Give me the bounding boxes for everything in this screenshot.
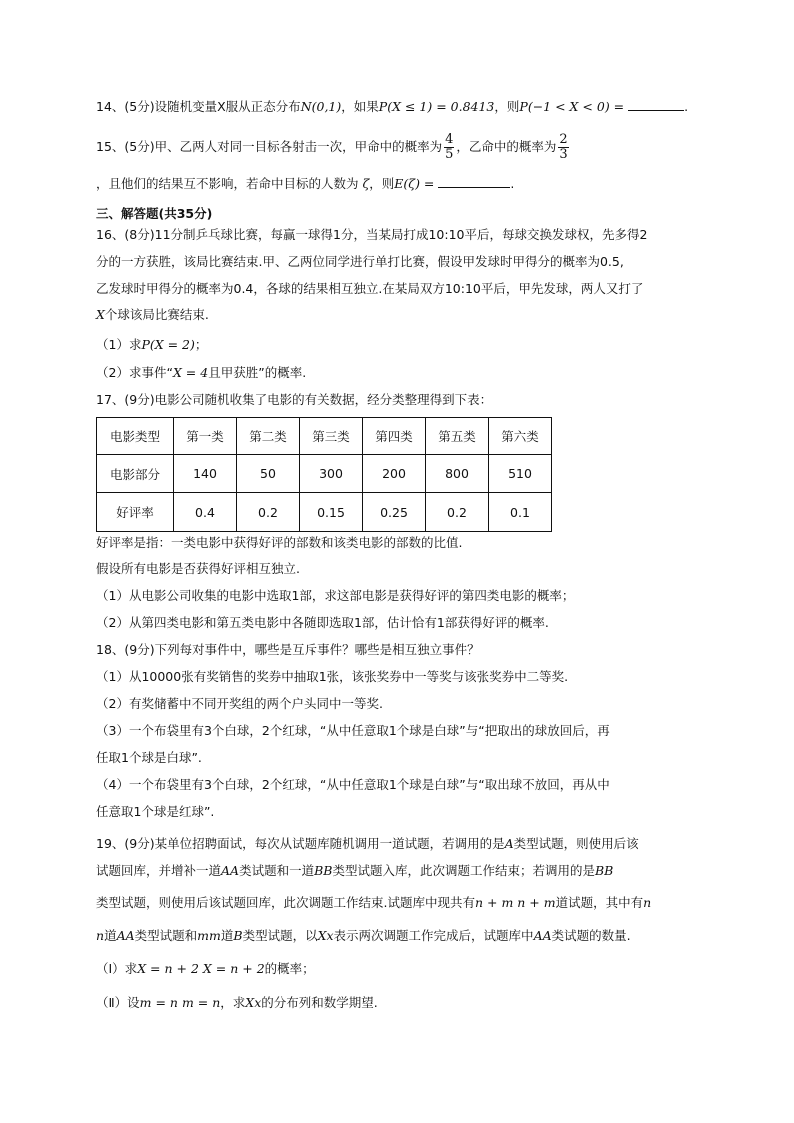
q14-end: . (684, 99, 689, 114)
q18-intro: 18、(9分)下列每对事件中，哪些是互斥事件？哪些是相互独立事件？ (96, 642, 480, 657)
q19-line-4 (96, 927, 631, 945)
q19-l4-text-f: 类试题的数量. (551, 928, 631, 943)
q16-line-1: 16、(8分)11分制乒乓球比赛，每赢一球得1分，当某局打成10:10平后，每球交换发球权，先多得2 (96, 227, 648, 242)
movie-data-table (96, 417, 552, 532)
q16-line-4-text: 个球该局比赛结束. (104, 307, 209, 322)
q15-answer-blank[interactable] (438, 175, 510, 188)
q19-l2-text-a: 试题回库，并增补一道 (96, 863, 222, 878)
q16-line-4 (96, 306, 209, 324)
table-row (97, 493, 552, 532)
q16-line-3: 乙发球时甲得分的概率为0.4，各球的结果相互独立.在某局双方10:10平后，甲先发球，两人又打了 (96, 281, 644, 296)
table-cell: 0.15 (300, 493, 363, 532)
q19-line-2 (96, 862, 613, 880)
q19-line-3 (96, 894, 651, 912)
q19-l2-text-b: 类试题和一道 (239, 863, 315, 878)
q19-sub-1-text-b: 的概率； (264, 961, 315, 976)
table-cell: 第六类 (489, 418, 552, 455)
table-cell: 200 (363, 455, 426, 493)
q19-l2-type-aa: AA (221, 863, 240, 878)
q16-variable-x: X (96, 307, 105, 322)
q18-sub-4-line-1: （4）一个布袋里有3个白球，2个红球，“从中任意取1个球是白球”与“取出球不放回，再从中 (96, 777, 610, 792)
q15-zeta: ζ (362, 176, 370, 191)
table-row (97, 455, 552, 493)
q19-sub-2 (96, 994, 378, 1012)
table-cell: 电影类型 (97, 418, 174, 455)
q19-l4-xx: Xx (317, 928, 334, 943)
q19-sub-2-text-c: 的分布列和数学期望. (261, 995, 378, 1010)
q15-middle: ，乙命中的概率为 (456, 139, 557, 154)
q15-line2-prefix: ，且他们的结果互不影响，若命中目标的人数为 (96, 176, 359, 191)
q19-l4-n: n (96, 928, 105, 943)
q19-l4-mm: mm (197, 928, 221, 943)
q19-l2-type-bb: BB (314, 863, 333, 878)
q16-line-2: 分的一方获胜，该局比赛结束.甲、乙两位同学进行单打比赛，假设甲发球时甲得分的概率为0.5, (96, 254, 624, 269)
q15-ask: E(ζ) = (394, 176, 435, 191)
q19-l4-type-aa-2: AA (533, 928, 552, 943)
q19-l4-type-b: B (233, 928, 243, 943)
q19-sub-1-text-a: （Ⅰ）求 (96, 961, 138, 976)
q15-then: ，则 (369, 176, 395, 191)
q19-sub-1 (96, 960, 315, 978)
q18-sub-3-line-2: 任取1个球是白球”. (96, 750, 202, 765)
q17-sub-1: （1）从电影公司收集的电影中选取1部，求这部电影是获得好评的第四类电影的概率； (96, 588, 575, 603)
table-cell: 800 (426, 455, 489, 493)
table-cell: 300 (300, 455, 363, 493)
q19-l2-type-bb-2: BB (594, 863, 614, 878)
q16-sub-1-end: ； (194, 337, 208, 352)
q19-l3-n: n (643, 895, 652, 910)
q19-l1-type-a: A (504, 836, 514, 851)
q19-l4-text-e: 表示两次调题工作完成后，试题库中 (333, 928, 534, 943)
table-cell: 第五类 (426, 418, 489, 455)
q18-sub-2: （2）有奖储蓄中不同开奖组的两个户头同中一等奖. (96, 696, 383, 711)
table-cell: 0.1 (489, 493, 552, 532)
q16-sub-1-prefix: （1）求 (96, 337, 142, 352)
q14-answer-blank[interactable] (628, 98, 684, 111)
table-cell: 第四类 (363, 418, 426, 455)
table-cell: 510 (489, 455, 552, 493)
q14-distribution: N(0,1) (300, 99, 342, 114)
question-15 (96, 130, 571, 164)
q19-l4-type-aa: AA (116, 928, 135, 943)
q18-sub-3-line-1: （3）一个布袋里有3个白球，2个红球，“从中任意取1个球是白球”与“把取出的球放回后，再 (96, 723, 610, 738)
q19-sub-2-text-b: ，求 (220, 995, 246, 1010)
q19-sub-1-math: X = n + 2 X = n + 2 (137, 961, 265, 976)
q15-fraction-2: $\frac{2}{3}$ (559, 132, 568, 162)
q16-sub-2-math: X = 4 (172, 365, 209, 380)
q17-intro: 17、(9分)电影公司随机收集了电影的有关数据，经分类整理得到下表： (96, 392, 493, 407)
q19-l4-text-a: 道 (104, 928, 117, 943)
q16-sub-2 (96, 364, 306, 382)
question-14 (96, 98, 688, 116)
q17-sub-2: （2）从第四类电影和第五类电影中各随即选取1部，估计恰有1部获得好评的概率. (96, 615, 549, 630)
q15-end: . (510, 176, 515, 191)
table-cell: 0.2 (237, 493, 300, 532)
table-cell: 50 (237, 455, 300, 493)
q19-l1-text-a: 19、(9分)某单位招聘面试，每次从试题库随机调用一道试题，若调用的是 (96, 836, 505, 851)
q19-sub-2-text-a: （Ⅱ）设 (96, 995, 140, 1010)
q19-line-1 (96, 835, 639, 853)
question-15-line-2 (96, 175, 514, 193)
table-cell: 0.4 (174, 493, 237, 532)
section-3-title: 三、解答题(共35分) (96, 206, 213, 221)
q16-sub-2-prefix: （2）求事件“ (96, 365, 173, 380)
q16-sub-1-math: P(X = 2) (141, 337, 195, 352)
q14-then: ，则 (494, 99, 520, 114)
q18-sub-4-line-2: 任意取1个球是红球”. (96, 804, 215, 819)
table-row (97, 418, 552, 455)
q19-l3-text-b: 道试题，其中有 (555, 895, 644, 910)
q17-note-2: 假设所有电影是否获得好评相互独立. (96, 561, 300, 576)
q19-l3-math: n + m n + m (474, 895, 556, 910)
q17-note-1: 好评率是指：一类电影中获得好评的部数和该类电影的部数的比值. (96, 535, 463, 550)
table-cell: 0.2 (426, 493, 489, 532)
q14-prefix: 14、(5分)设随机变量X服从正态分布 (96, 99, 301, 114)
q16-sub-2-end: 且甲获胜”的概率. (208, 365, 307, 380)
q14-condition: P(X ≤ 1) = 0.8413 (378, 99, 495, 114)
q19-l1-text-b: 类型试题，则使用后该 (513, 836, 639, 851)
q14-middle: ，如果 (341, 99, 379, 114)
q16-sub-1 (96, 336, 207, 354)
q19-l3-text-a: 类型试题，则使用后该试题回库，此次调题工作结束.试题库中现共有 (96, 895, 475, 910)
table-cell: 好评率 (97, 493, 174, 532)
q19-sub-2-xx: Xx (245, 995, 262, 1010)
q15-fraction-1: $\frac{4}{5}$ (445, 132, 454, 162)
table-cell: 电影部分 (97, 455, 174, 493)
q19-l2-text-c: 类型试题入库，此次调题工作结束；若调用的是 (332, 863, 595, 878)
q19-sub-2-math: m = n m = n (139, 995, 221, 1010)
table-cell: 第二类 (237, 418, 300, 455)
q19-l4-text-c: 道 (220, 928, 234, 943)
q14-ask: P(−1 < X < 0) = (519, 99, 625, 114)
table-cell: 第一类 (174, 418, 237, 455)
table-cell: 140 (174, 455, 237, 493)
table-cell: 第三类 (300, 418, 363, 455)
q19-l4-text-b: 类型试题和 (134, 928, 198, 943)
table-cell: 0.25 (363, 493, 426, 532)
q15-prefix: 15、(5分)甲、乙两人对同一目标各射击一次，甲命中的概率为 (96, 139, 443, 154)
q18-sub-1: （1）从10000张有奖销售的奖券中抽取1张，该张奖券中一等奖与该张奖券中二等奖. (96, 669, 569, 684)
q19-l4-text-d: 类型试题，以 (242, 928, 318, 943)
